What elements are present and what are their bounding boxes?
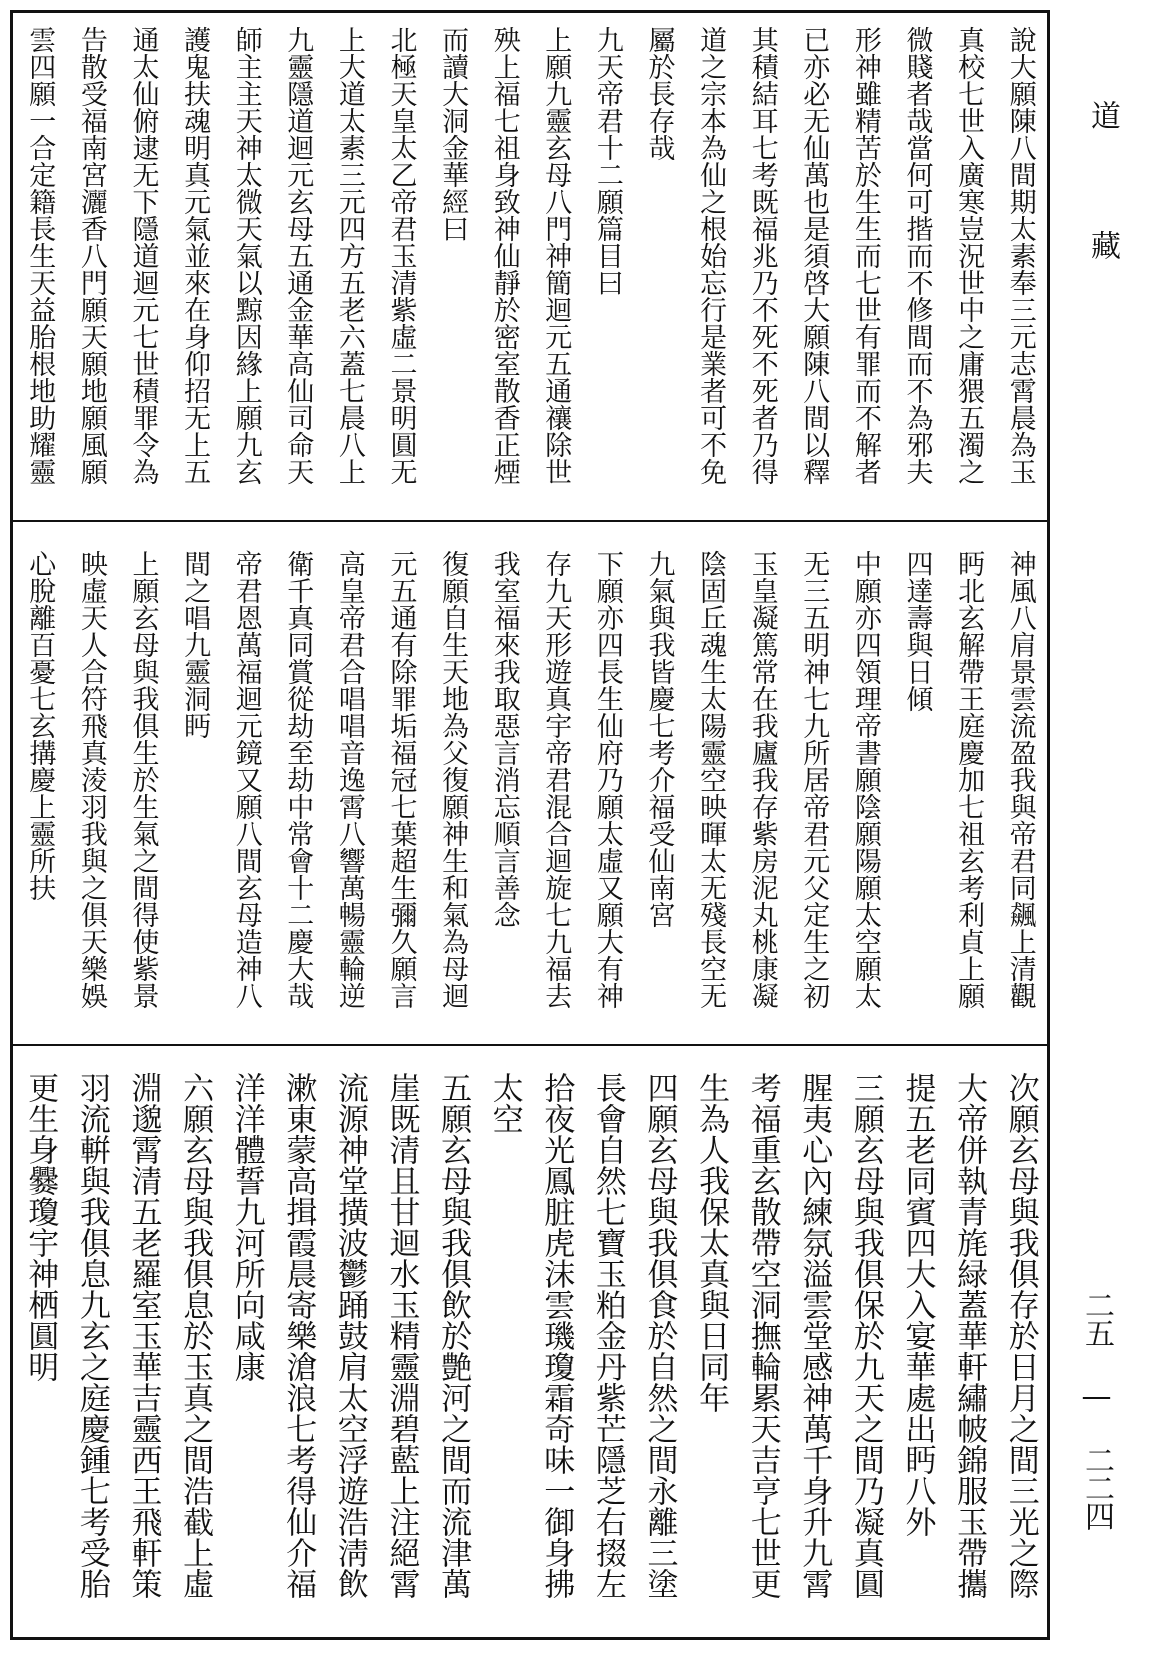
collection-title-char-1: 道 [1085,100,1120,130]
text-column: 九天帝君十二願篇目曰 [591,26,623,296]
text-column: 崖既清且甘迴水玉精靈淵碧藍上注絕霄 [383,1072,420,1599]
text-column: 淵邈霄清五老羅室玉華吉靈西王飛軒策 [125,1072,162,1599]
text-column: 六願玄母與我俱息於玉真之間浩截上虛 [177,1072,214,1599]
text-column: 拾夜光鳳脏虎沫雲璣瓊霜奇味一御身拂 [538,1072,575,1599]
text-column: 北極天皇太乙帝君玉清紫虛二景明圓无 [385,26,417,485]
text-column: 而讀大洞金華經曰 [437,26,469,242]
text-column: 高皇帝君合唱唱音逸霄八響萬暢靈輪逆 [333,550,365,1009]
text-column: 帝君恩萬福迴元鏡又願八間玄母造神八 [230,550,262,1009]
text-column: 九靈隱道迴元玄母五通金華高仙司命天 [282,26,314,485]
text-column: 屬於長存哉 [643,26,675,161]
text-column: 上願九靈玄母八門神簡迴元五通禳除世 [540,26,572,485]
text-column: 提五老同賓四大入宴華處出眄八外 [899,1072,936,1537]
text-column: 已亦必无仙萬也是須啓大願陳八間以釋 [798,26,830,485]
text-column: 真校七世入廣寒豈況世中之庸猥五濁之 [953,26,985,485]
text-column: 上大道太素三元四方五老六蓋七晨八上 [333,26,365,485]
text-column: 雲四願一合定籍長生天益胎根地助耀靈 [24,26,56,485]
text-column: 流源神堂撗波鬱踊鼓肩太空浮遊浩淸飲 [331,1072,368,1599]
text-column: 次願玄母與我俱存於日月之間三光之際 [1002,1072,1039,1599]
collection-title-char-2: 藏 [1085,230,1120,260]
text-column: 生為人我保太真與日同年 [693,1072,730,1413]
text-column: 五願玄母與我俱飲於艶河之間而流津萬 [435,1072,472,1599]
text-column: 道之宗本為仙之根始忘行是業者可不免 [695,26,727,485]
text-column: 下願亦四長生仙府乃願太虛又願大有神 [591,550,623,1009]
text-column: 无三五明神七九所居帝君元父定生之初 [798,550,830,1009]
text-column: 說大願陳八間期太素奉三元志霄晨為玉 [1004,26,1036,485]
text-column: 形神雖精苦於生生而七世有罪而不解者 [849,26,881,485]
text-column: 太空 [486,1072,523,1134]
section-divider-2 [10,1044,1050,1046]
page-number: 二五 — 二二四 [1079,1290,1114,1529]
text-column: 通太仙俯逮无下隱道迴元七世積罪令為 [127,26,159,485]
text-column: 洋洋體誓九河所向咸康 [228,1072,265,1382]
text-column: 四達壽與日傾 [901,550,933,712]
text-column: 告散受福南宮灑香八門願天願地願風願 [75,26,107,485]
text-column: 長會自然七寶玉粕金丹紫芒隱芝右掇左 [589,1072,626,1599]
text-column: 元五通有除罪垢福冠七葉超生彌久願言 [385,550,417,1009]
text-column: 復願自生天地為父復願神生和氣為母迴 [437,550,469,1009]
text-column: 三願玄母與我俱保於九天之間乃凝真圓 [847,1072,884,1599]
text-block-2 [14,550,1046,1040]
text-column: 護鬼扶魂明真元氣並來在身仰招无上五 [179,26,211,485]
text-column: 衛千真同賞從劫至劫中常會十二慶大哉 [282,550,314,1009]
text-column: 漱東蒙高揖霞晨寄樂滄浪七考得仙介福 [280,1072,317,1599]
text-column: 微賤者哉當何可揩而不修間而不為邪夫 [901,26,933,485]
text-column: 存九天形遊真宇帝君混合迴旋七九福去 [540,550,572,1009]
text-block-1 [14,26,1046,516]
section-divider-1 [10,520,1050,522]
text-column: 殃上福七祖身致神仙靜於密室散香正煙 [488,26,520,485]
text-column: 中願亦四領理帝書願陰願陽願太空願太 [849,550,881,1009]
text-column: 羽流輧與我俱息九玄之庭慶鍾七考受胎 [73,1072,110,1599]
text-column: 四願玄母與我俱食於自然之間永離三塗 [641,1072,678,1599]
text-column: 陰固丘魂生太陽靈空映暉太无殘長空无 [695,550,727,1009]
text-column: 眄北玄解帶王庭慶加七祖玄考利貞上願 [953,550,985,1009]
text-column: 間之唱九靈洞眄 [179,550,211,739]
text-column: 玉皇凝篤常在我廬我存紫房泥丸桃康凝 [746,550,778,1009]
text-column: 映虛天人合符飛真淩羽我與之俱天樂娛 [75,550,107,1009]
text-column: 師主主天神太微天氣以黥因緣上願九玄 [230,26,262,485]
text-column: 上願玄母與我俱生於生氣之間得使紫景 [127,550,159,1009]
text-column: 其積結耳七考既福兆乃不死不死者乃得 [746,26,778,485]
text-column: 考福重玄散帶空洞撫輪累天吉亨七世更 [744,1072,781,1599]
text-block-3 [14,1072,1046,1632]
text-column: 我室福來我取惡言消忘順言善念 [488,550,520,928]
text-column: 腥夷心內練氛溢雲堂感神萬千身升九霄 [796,1072,833,1599]
text-column: 九氣與我皆慶七考介福受仙南宮 [643,550,675,928]
text-column: 更生身爨瓊宇神栖圓明 [22,1072,59,1382]
text-column: 大帝併執青旄緑蓋華軒繡帔錦服玉帶攜 [951,1072,988,1599]
text-column: 心脫離百憂七玄搆慶上靈所扶 [24,550,56,901]
text-column: 神風八肩景雲流盈我與帝君同飆上清觀 [1004,550,1036,1009]
